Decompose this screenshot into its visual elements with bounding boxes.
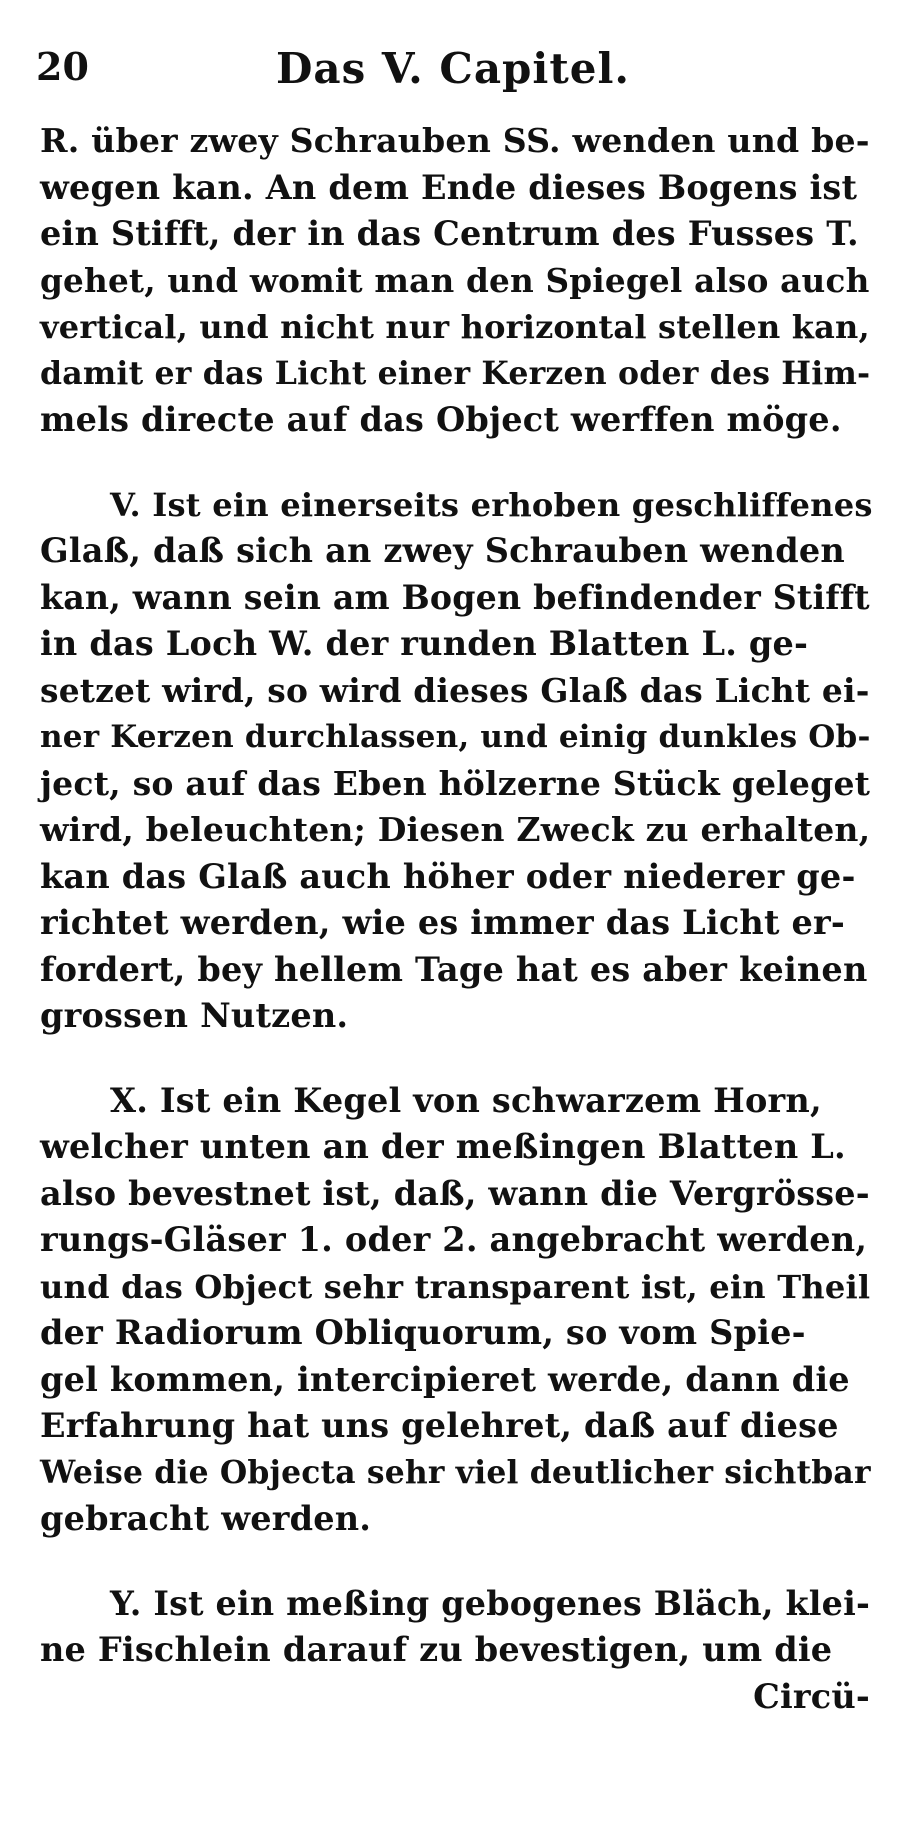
text-line: Weise die Objecta sehr viel deutlicher sichtbar [40,1454,871,1491]
paragraph-gap [40,444,870,482]
text-line: Erfahrung hat uns gelehret, daß auf diese [40,1406,839,1445]
text-line: vertical, und nicht nur horizontal stellen kan, [40,308,870,346]
catchword: Circü- [753,1676,870,1716]
text-line: ject, so auf das Eben hölzerne Stück geleget [40,763,871,803]
paragraph-y [40,1581,870,1674]
text-line: Y. Ist ein meßing gebogenes Bläch, klei- [110,1583,871,1623]
text-line: gebracht werden. [40,1499,372,1538]
text-line: der Radiorum Obliquorum, so vom Spie- [40,1313,806,1352]
running-head: Das V. Capitel. [276,44,631,93]
paragraph-gap [40,1040,870,1078]
body-text [40,118,873,1720]
paragraph-v [40,482,873,1040]
text-line: mels directe auf das Object werffen möge. [40,400,842,439]
text-line: also bevestnet ist, daß, wann die Vergrösse- [40,1173,870,1213]
text-line: V. Ist ein einerseits erhoben geschliffenes [110,485,873,524]
text-line: damit er das Licht einer Kerzen oder des Him- [40,354,871,392]
text-line: rungs-Gläser 1. oder 2. angebracht werden, [40,1220,868,1259]
page-number: 20 [36,44,89,89]
text-line: X. Ist ein Kegel von schwarzem Horn, [110,1080,822,1120]
text-line: richtet werden, wie es immer das Licht er- [40,903,845,942]
text-line: kan, wann sein am Bogen befindender Stifft [40,577,870,617]
text-line: ne Fischlein darauf zu bevestigen, um die [40,1630,833,1669]
text-line: gel kommen, intercipieret werde, dann die [40,1359,850,1399]
text-line: kan das Glaß auch höher oder niederer ge- [40,856,856,896]
page-header [36,44,866,104]
paragraph-x [40,1078,870,1543]
text-line: grossen Nutzen. [40,996,349,1035]
paragraph-gap [40,1543,870,1581]
text-line: fordert, bey hellem Tage hat es aber keinen [40,949,868,989]
paragraph-continuation [40,118,870,444]
text-line: und das Object sehr transparent ist, ein Theil [40,1267,871,1306]
text-line: ner Kerzen durchlassen, und einig dunkles Ob- [40,719,871,755]
text-line: R. über zwey Schrauben SS. wenden und be- [40,121,870,160]
text-line: gehet, und womit man den Spiegel also auch [40,260,870,300]
text-line: Glaß, daß sich an zwey Schrauben wenden [40,531,845,570]
text-line: wird, beleuchten; Diesen Zweck zu erhalten, [40,810,871,849]
text-line: setzet wird, so wird dieses Glaß das Licht ei- [40,670,870,710]
text-line: wegen kan. An dem Ende dieses Bogens ist [40,167,858,207]
text-line: ein Stifft, der in das Centrum des Fusses T. [40,214,859,253]
text-line: welcher unten an der meßingen Blatten L. [40,1127,846,1166]
text-line: in das Loch W. der runden Blatten L. ge- [40,624,809,663]
